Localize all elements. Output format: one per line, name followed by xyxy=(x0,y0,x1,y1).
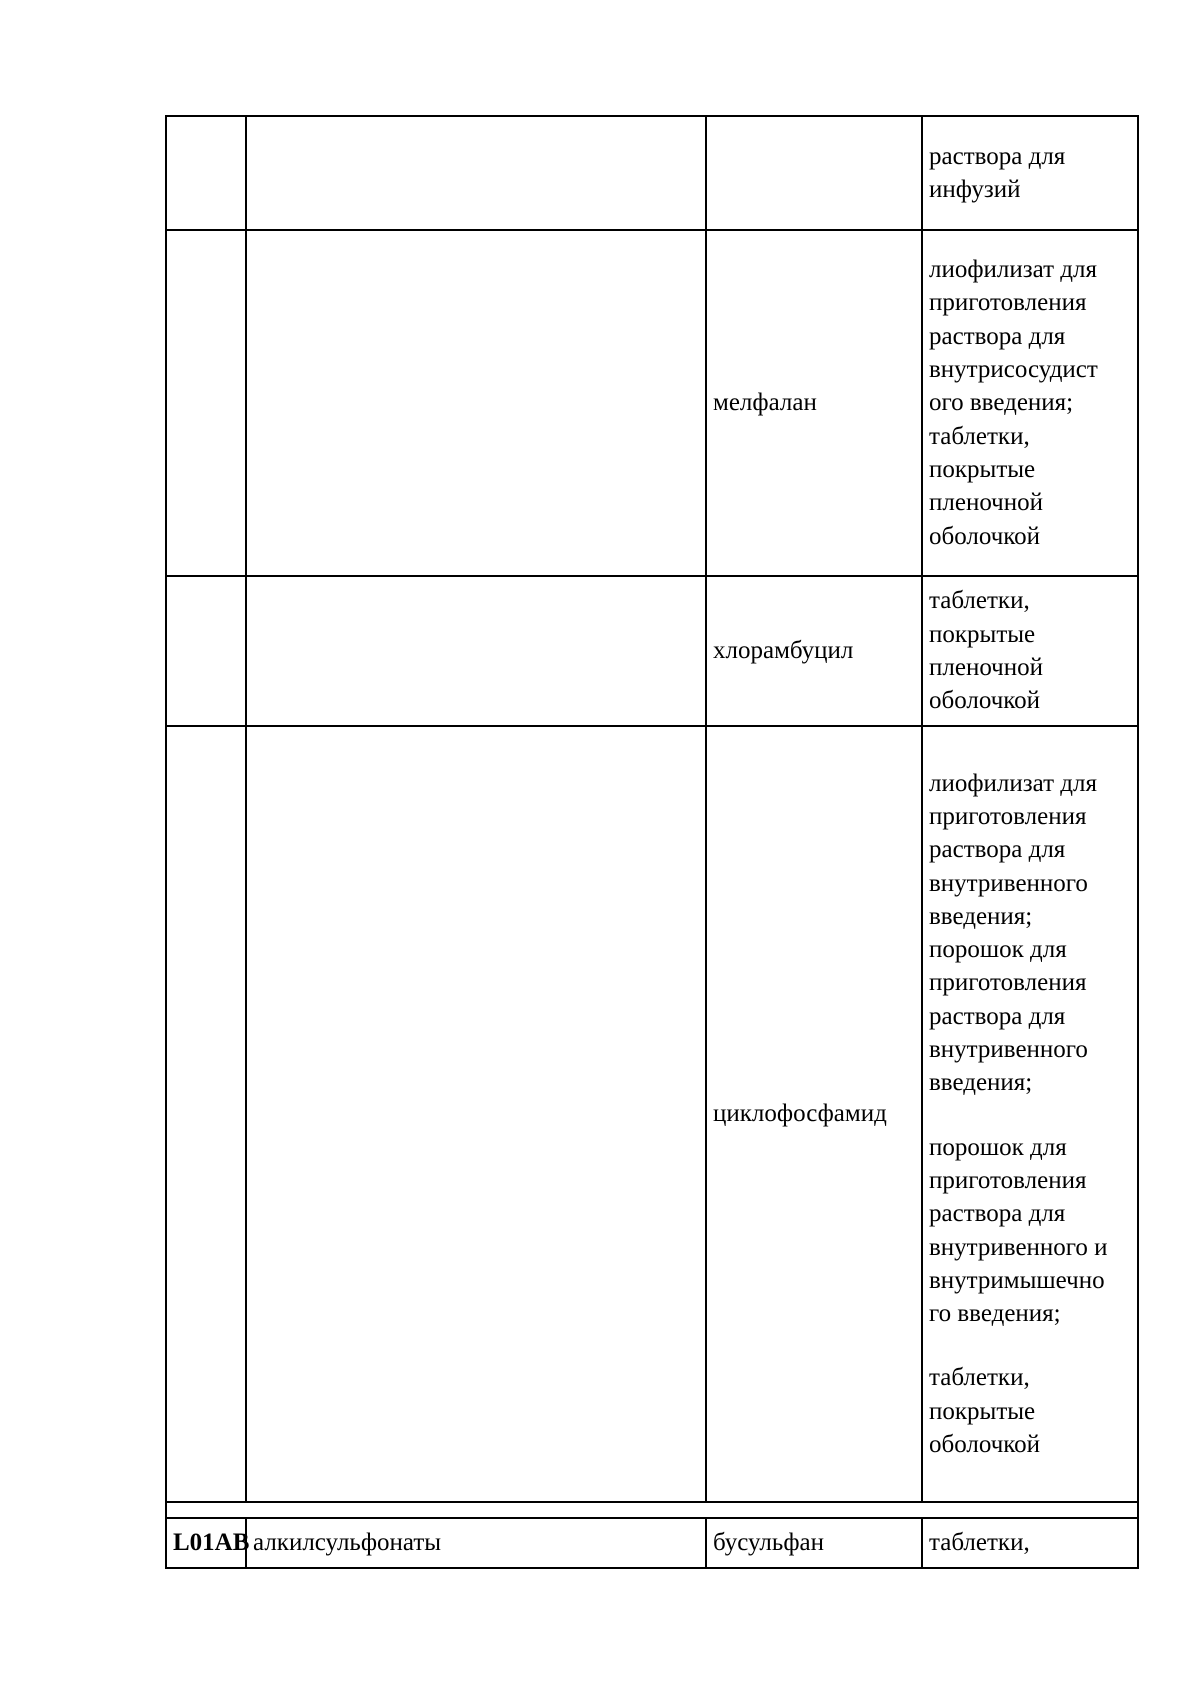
table-row xyxy=(166,726,1138,1502)
dosage-form-text: таблетки, покрытые оболочкой xyxy=(929,1364,1041,1459)
table-row xyxy=(166,116,1138,230)
dosage-form-cell xyxy=(922,1518,1138,1568)
drug-name-cell xyxy=(706,116,922,230)
table-spacer-row xyxy=(166,1502,1138,1518)
dosage-form-cell xyxy=(922,726,1138,1502)
group-cell: алкилсульфонаты xyxy=(246,1518,706,1568)
dosage-form-text: порошок для приготовления раствора для внутривенного и внутримышечно го введения; xyxy=(929,1133,1108,1328)
dosage-form-text: раствора для инфузий xyxy=(929,142,1066,203)
dosage-form-text: таблетки, покрытые пленочной оболочкой xyxy=(929,587,1044,715)
dosage-form-cell xyxy=(922,116,1138,230)
dosage-form-text: лиофилизат для приготовления раствора для внутрисосудист ого введения; таблетки, покрытые пленочной оболочкой xyxy=(929,256,1098,550)
atc-code-cell xyxy=(166,230,246,576)
drug-name-cell: бусульфан xyxy=(706,1518,922,1568)
group-cell xyxy=(246,576,706,726)
spacer-cell xyxy=(166,1502,1138,1518)
atc-code-cell xyxy=(166,576,246,726)
dosage-form-cell xyxy=(922,576,1138,726)
dosage-form-text: таблетки, xyxy=(929,1529,1030,1557)
drug-name-cell: хлорамбуцил xyxy=(706,576,922,726)
dosage-form-cell xyxy=(922,230,1138,576)
drug-table xyxy=(165,115,1139,1569)
atc-code-cell xyxy=(166,726,246,1502)
table-row xyxy=(166,230,1138,576)
table-row xyxy=(166,576,1138,726)
drug-name-cell: циклофосфамид xyxy=(706,726,922,1502)
drug-name-cell: мелфалан xyxy=(706,230,922,576)
atc-code-cell: L01AB xyxy=(166,1518,246,1568)
group-cell xyxy=(246,230,706,576)
group-cell xyxy=(246,726,706,1502)
atc-code-cell xyxy=(166,116,246,230)
table-row xyxy=(166,1518,1138,1568)
dosage-form-text: лиофилизат для приготовления раствора для внутривенного введения; порошок для приготовления раствора для внутривенного введения; xyxy=(929,769,1097,1097)
group-cell xyxy=(246,116,706,230)
